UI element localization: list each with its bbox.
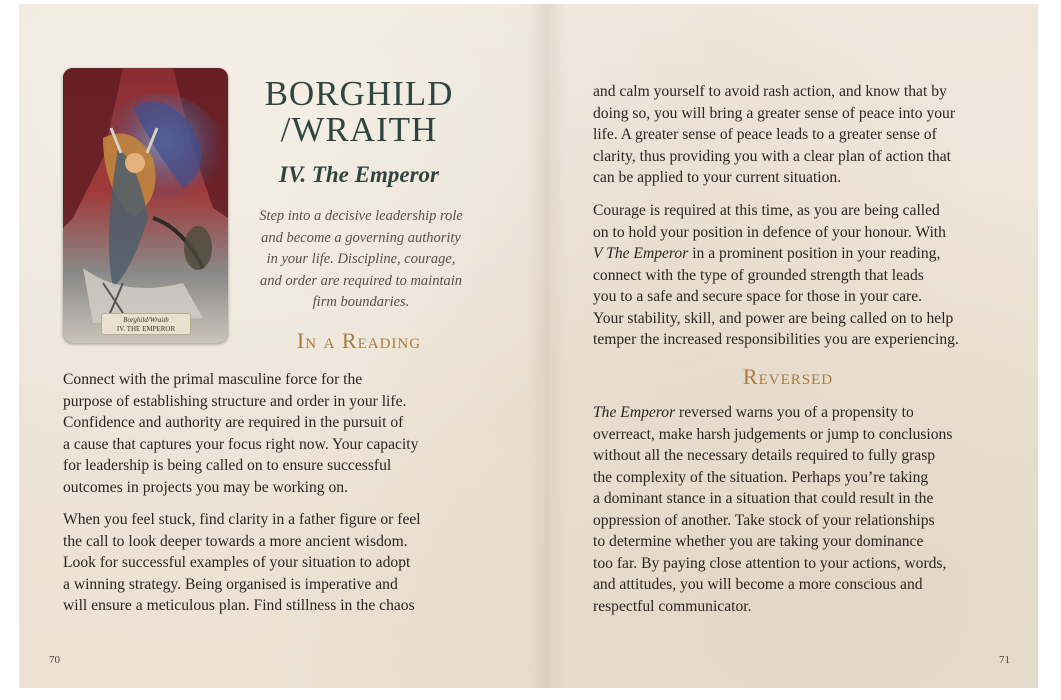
text-fragment: reversed warns you of a propensity to (675, 404, 914, 421)
book-spread (19, 4, 1038, 688)
card-title (249, 76, 469, 148)
intro-line: in your life. Discipline, courage, (266, 251, 456, 267)
text-line: doing so, you will bring a greater sense of peace into your (593, 104, 956, 122)
text-line: you to a safe and secure space for those in your care. (593, 288, 923, 305)
text-fragment: in a prominent position in your reading, (688, 245, 941, 262)
text-line (593, 243, 1003, 265)
text-line: Confidence and authority are required in the pursuit of (63, 414, 404, 431)
text-line: Your stability, skill, and power are being called on to help (593, 309, 954, 327)
text-line: Connect with the primal masculine force for the (63, 371, 363, 388)
text-line: When you feel stuck, find clarity in a father figure or feel (63, 511, 421, 528)
text-line: a dominant stance in a situation that could result in the (593, 490, 934, 507)
intro-line: and become a governing authority (261, 229, 461, 246)
text-line: Look for successful examples of your situation to adopt (63, 554, 411, 571)
text-line: for leadership is being called on to ensure successful (63, 457, 392, 474)
left-page (19, 4, 528, 688)
text-line: clarity, thus providing you with a clear plan of action that (593, 147, 951, 165)
card-intro (255, 206, 467, 314)
text-line: outcomes in projects you may be working on. (63, 478, 348, 496)
text-line: the call to look deeper towards a more ancient wisdom. (63, 532, 408, 550)
text-line: the complexity of the situation. Perhaps you’re taking (593, 468, 929, 486)
card-caption-title: IV. THE EMPEROR (116, 325, 176, 333)
text-line: and attitudes, you will become a more conscious and (593, 576, 923, 593)
text-line: respectful communicator. (593, 597, 752, 615)
card-illustration (63, 68, 228, 343)
text-line: oppression of another. Take stock of your relationships (593, 511, 935, 529)
text-line: without all the necessary details required to fully grasp (593, 447, 936, 464)
text-line: overreact, make harsh judgements or jump to conclusions (593, 425, 953, 443)
body-paragraph (63, 509, 468, 617)
intro-line: Step into a decisive leadership role (259, 208, 463, 224)
card-caption-name: Borghild/Wraith (123, 316, 169, 324)
card-subtitle: IV. The Emperor (279, 162, 439, 187)
text-line: a cause that captures your focus right now. Your capacity (63, 435, 419, 453)
body-paragraph (593, 402, 998, 617)
page-number: 71 (999, 654, 1010, 666)
intro-line: firm boundaries. (312, 294, 410, 310)
text-line: purpose of establishing structure and order in your life. (63, 392, 407, 410)
text-line: on to hold your position in defence of your honour. With (593, 223, 946, 241)
text-line: can be applied to your current situation. (593, 169, 842, 186)
page-number: 70 (49, 654, 60, 666)
text-line: and calm yourself to avoid rash action, and know that by (593, 83, 947, 100)
body-paragraph (593, 81, 998, 189)
emphasis-card-name: V The Emperor (593, 245, 689, 262)
emphasis-card-name: The Emperor (593, 404, 676, 421)
right-page (528, 4, 1038, 688)
text-line (593, 402, 998, 424)
text-line: a winning strategy. Being organised is imperative and (63, 575, 398, 593)
card-title-line1: BORGHILD (264, 74, 454, 113)
tarot-card-image (63, 68, 228, 343)
text-line: will ensure a meticulous plan. Find stillness in the chaos (63, 597, 415, 614)
section-heading-reversed: Reversed (742, 364, 834, 389)
intro-line: and order are required to maintain (259, 272, 463, 289)
text-line: to determine whether you are taking your dominance (593, 533, 924, 550)
text-line: temper the increased responsibilities you are experiencing. (593, 331, 959, 348)
body-paragraph (593, 200, 1003, 351)
body-paragraph (63, 369, 468, 498)
card-caption (101, 313, 191, 335)
card-title-line2: /WRAITH (280, 110, 438, 149)
text-line: Courage is required at this time, as you are being called (593, 202, 940, 219)
section-heading-in-a-reading: In a Reading (296, 328, 422, 353)
text-line: connect with the type of grounded strength that leads (593, 266, 924, 284)
text-line: life. A greater sense of peace leads to a greater sense of (593, 126, 937, 143)
text-line: too far. By paying close attention to your actions, words, (593, 554, 947, 572)
